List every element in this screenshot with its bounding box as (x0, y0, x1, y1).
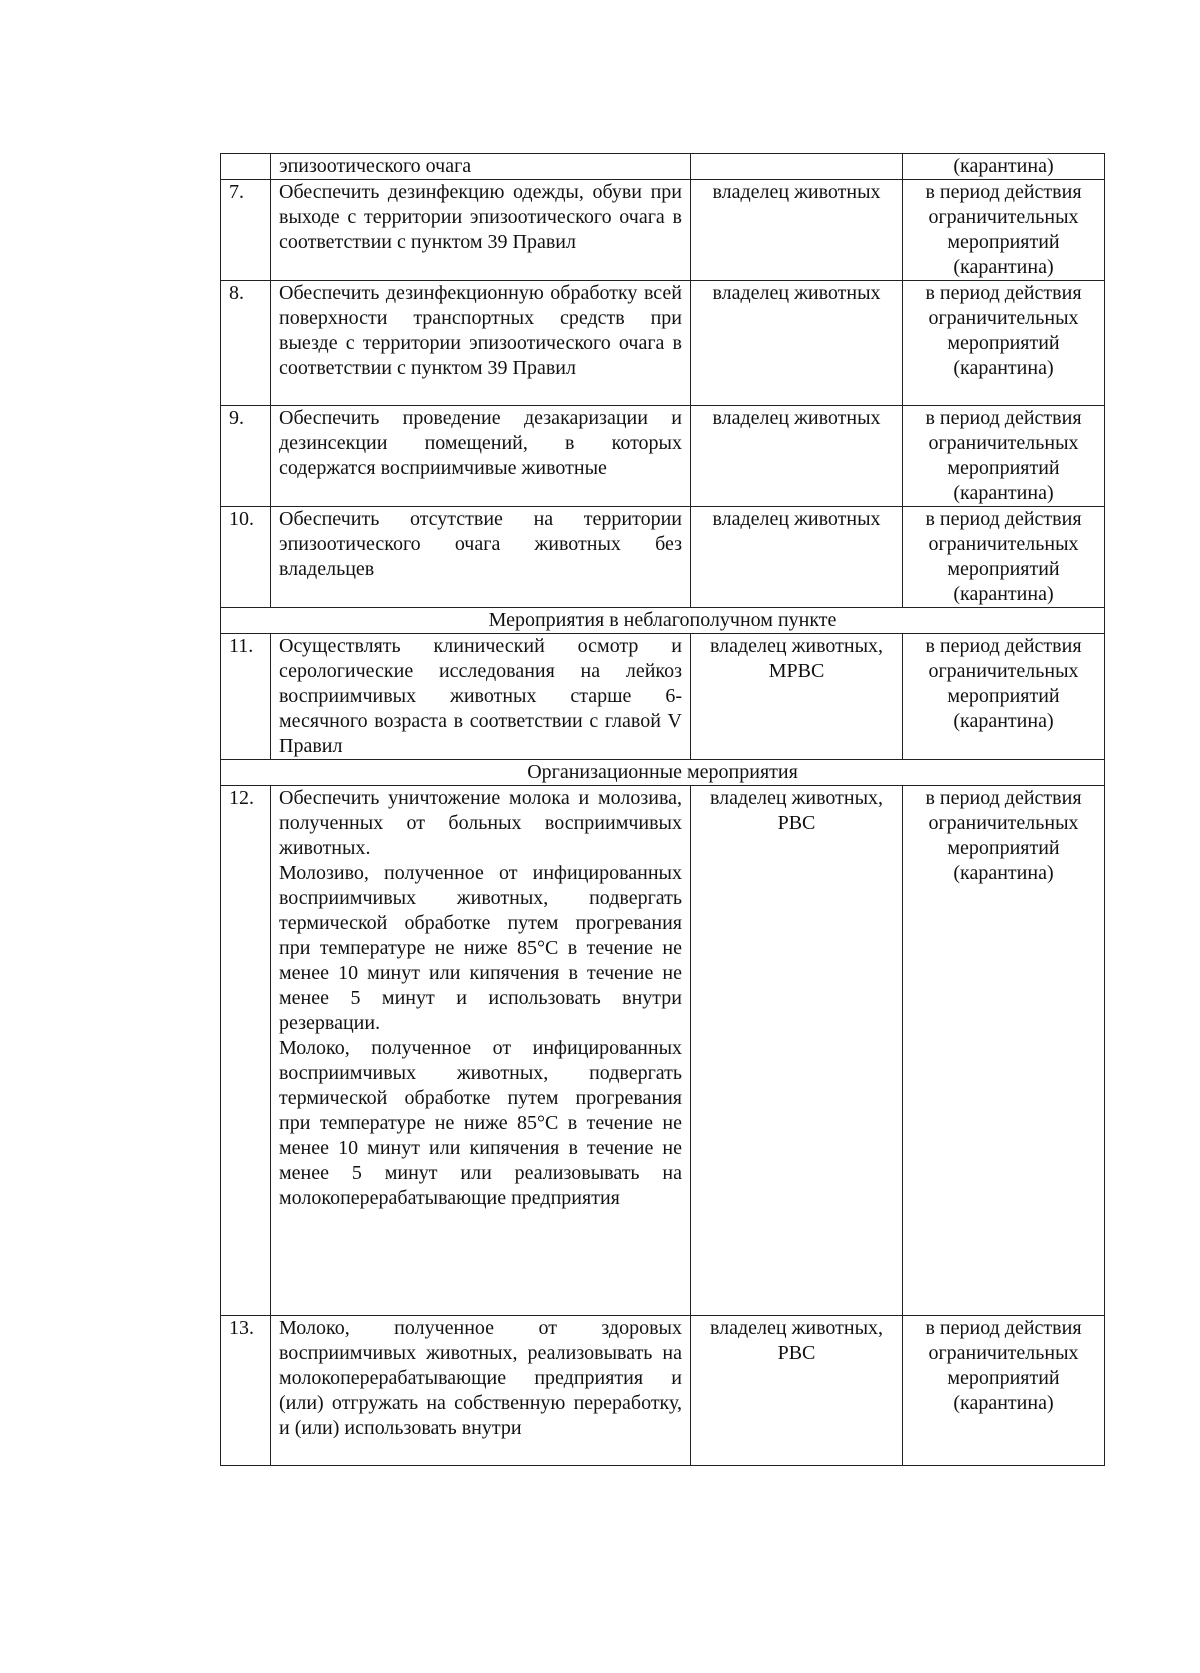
table-row (221, 786, 1105, 1316)
measure-text: Осуществлять клинический осмотр и серологические исследования на лейкоз восприимчивых животных старше 6-месячного возраста в соответствии с главой V Правил (271, 634, 691, 760)
responsible: владелец животных (691, 406, 903, 507)
section-title: Мероприятия в неблагополучном пункте (221, 608, 1105, 634)
row-number: 7. (221, 180, 271, 281)
row-number (221, 154, 271, 180)
table-row (221, 180, 1105, 281)
table-row (221, 507, 1105, 608)
measure-text: Молоко, полученное от здоровых восприимчивых животных, реализовывать на молокоперерабатывающие предприятия и (или) отгружать на собственную переработку, и (или) использовать внутри (271, 1316, 691, 1466)
paragraph: Обеспечить уничтожение молока и молозива, полученных от больных восприимчивых животных. (279, 787, 682, 859)
row-number: 11. (221, 634, 271, 760)
table-row (221, 406, 1105, 507)
table-row (221, 281, 1105, 406)
table-row (221, 634, 1105, 760)
section-row (221, 608, 1105, 634)
table-row (221, 154, 1105, 180)
row-number: 9. (221, 406, 271, 507)
section-row (221, 760, 1105, 786)
term: в период действия ограничительных мероприятий (карантина) (903, 786, 1105, 1316)
term: в период действия ограничительных мероприятий (карантина) (903, 1316, 1105, 1466)
responsible: владелец животных, РВС (691, 1316, 903, 1466)
measure-text: Обеспечить дезинфекционную обработку всей поверхности транспортных средств при выезде с территории эпизоотического очага в соответствии с пунктом 39 Правил (271, 281, 691, 406)
row-number: 8. (221, 281, 271, 406)
term: в период действия ограничительных мероприятий (карантина) (903, 180, 1105, 281)
paragraph: Молоко, полученное от инфицированных восприимчивых животных, подвергать термической обработке путем прогревания при температуре не ниже 85°С в течение не менее 10 минут или кипячения в течение не менее 5 минут или реализовывать на молокоперерабатывающие предприятия (279, 1037, 682, 1209)
responsible: владелец животных (691, 507, 903, 608)
row-number: 13. (221, 1316, 271, 1466)
measure-text: эпизоотического очага (271, 154, 691, 180)
measure-text: Обеспечить дезинфекцию одежды, обуви при выходе с территории эпизоотического очага в соответствии с пунктом 39 Правил (271, 180, 691, 281)
paragraph: Молозиво, полученное от инфицированных восприимчивых животных, подвергать термической обработке путем прогревания при температуре не ниже 85°С в течение не менее 10 минут или кипячения в течение не менее 5 минут и использовать внутри резервации. (279, 862, 682, 1034)
responsible: владелец животных, РВС (691, 786, 903, 1316)
term: в период действия ограничительных мероприятий (карантина) (903, 281, 1105, 406)
responsible: владелец животных (691, 180, 903, 281)
row-number: 12. (221, 786, 271, 1316)
term: в период действия ограничительных мероприятий (карантина) (903, 634, 1105, 760)
row-number: 10. (221, 507, 271, 608)
table-row (221, 1316, 1105, 1466)
responsible: владелец животных (691, 281, 903, 406)
term: в период действия ограничительных мероприятий (карантина) (903, 507, 1105, 608)
term: в период действия ограничительных мероприятий (карантина) (903, 406, 1105, 507)
measure-text (271, 786, 691, 1316)
measure-text: Обеспечить проведение дезакаризации и дезинсекции помещений, в которых содержатся восприимчивые животные (271, 406, 691, 507)
responsible: владелец животных, МРВС (691, 634, 903, 760)
section-title: Организационные мероприятия (221, 760, 1105, 786)
term: (карантина) (903, 154, 1105, 180)
measure-text: Обеспечить отсутствие на территории эпизоотического очага животных без владельцев (271, 507, 691, 608)
measures-table (220, 153, 1105, 1466)
responsible (691, 154, 903, 180)
